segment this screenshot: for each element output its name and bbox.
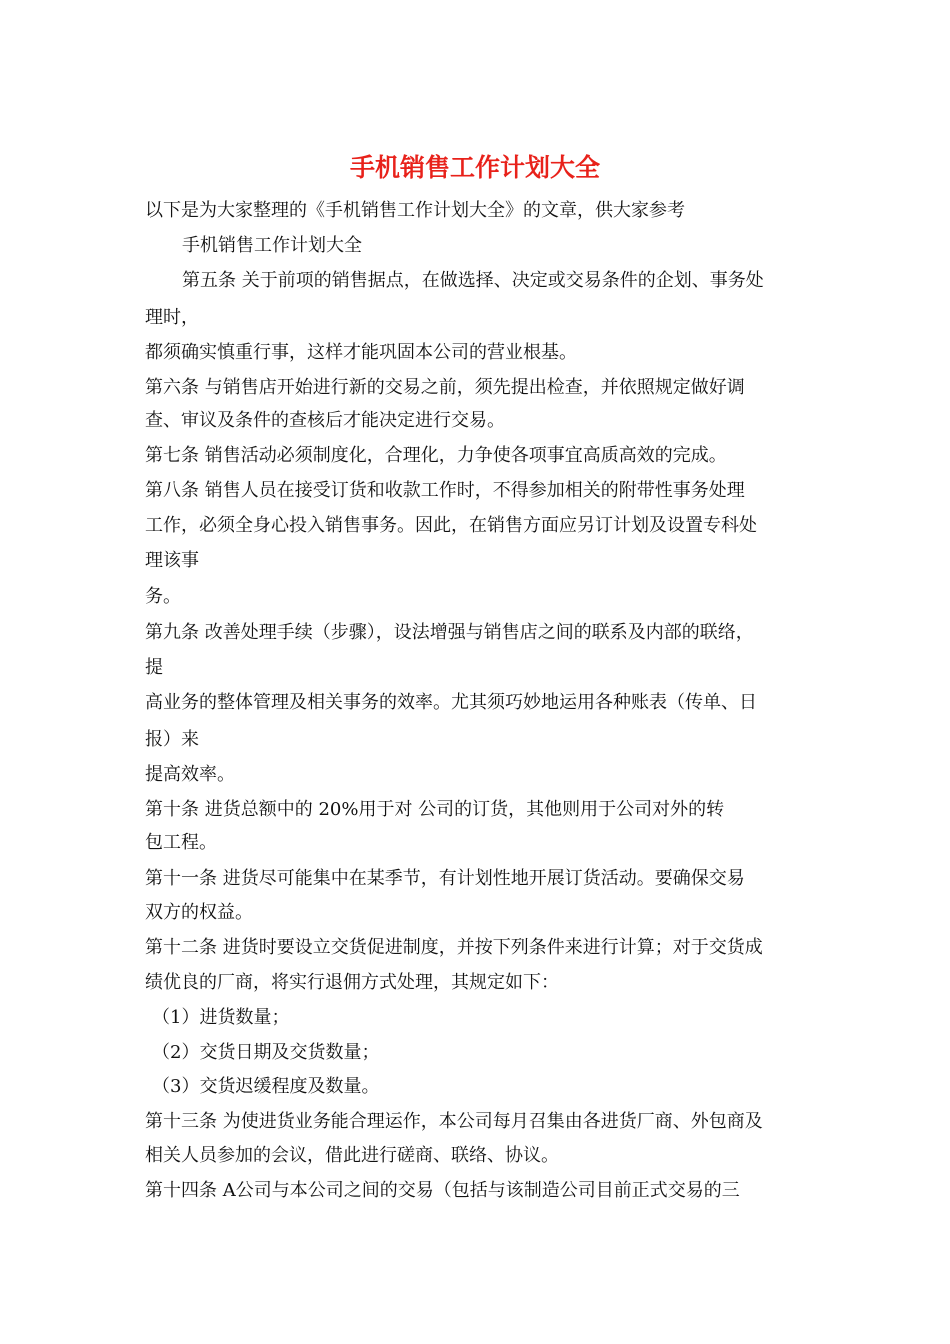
text-line: 第十一条 进货尽可能集中在某季节，有计划性地开展订货活动。要确保交易 <box>145 868 745 889</box>
subtitle-line: 手机销售工作计划大全 <box>182 235 362 256</box>
document-title: 手机销售工作计划大全 <box>349 153 600 182</box>
text-line: 双方的权益。 <box>145 902 253 923</box>
text-line: 提 <box>145 657 163 678</box>
text-line: 务。 <box>145 586 181 607</box>
intro-line: 以下是为大家整理的《手机销售工作计划大全》的文章，供大家参考 <box>145 200 685 221</box>
text-line: 包工程。 <box>145 832 217 853</box>
list-item: （2）交货日期及交货数量； <box>152 1042 380 1063</box>
text-line: 第六条 与销售店开始进行新的交易之前，须先提出检查，并依照规定做好调 <box>145 377 745 398</box>
text-line: 高业务的整体管理及相关事务的效率。尤其须巧妙地运用各种账表（传单、日 <box>145 692 757 713</box>
text-line: 理该事 <box>145 550 199 571</box>
text-line: 绩优良的厂商，将实行退佣方式处理，其规定如下： <box>145 972 559 993</box>
text-line: 第八条 销售人员在接受订货和收款工作时，不得参加相关的附带性事务处理 <box>145 480 745 501</box>
list-item: （3）交货迟缓程度及数量。 <box>152 1076 380 1097</box>
text-line: 第九条 改善处理手续（步骤），设法增强与销售店之间的联系及内部的联络， <box>145 622 754 643</box>
text-line: 工作，必须全身心投入销售事务。因此，在销售方面应另订计划及设置专科处 <box>145 515 757 536</box>
text-line: 第十四条 A公司与本公司之间的交易（包括与该制造公司目前正式交易的三 <box>145 1180 740 1201</box>
text-line: 理时， <box>145 307 199 328</box>
text-line: 提高效率。 <box>145 764 235 785</box>
text-line: 第五条 关于前项的销售据点，在做选择、决定或交易条件的企划、事务处 <box>182 270 764 291</box>
text-line: 第十三条 为使进货业务能合理运作，本公司每月召集由各进货厂商、外包商及 <box>145 1111 763 1132</box>
text-line: 报）来 <box>145 729 199 750</box>
text-line: 第七条 销售活动必须制度化，合理化，力争使各项事宜高质高效的完成。 <box>145 445 727 466</box>
text-line: 都须确实慎重行事，这样才能巩固本公司的营业根基。 <box>145 342 577 363</box>
text-line: 第十条 进货总额中的 20%用于对 公司的订货，其他则用于公司对外的转 <box>145 799 725 820</box>
text-line: 查、审议及条件的查核后才能决定进行交易。 <box>145 410 505 431</box>
list-item: （1）进货数量； <box>152 1007 290 1028</box>
text-line: 第十二条 进货时要设立交货促进制度，并按下列条件来进行计算；对于交货成 <box>145 937 763 958</box>
text-line: 相关人员参加的会议，借此进行磋商、联络、协议。 <box>145 1145 559 1166</box>
